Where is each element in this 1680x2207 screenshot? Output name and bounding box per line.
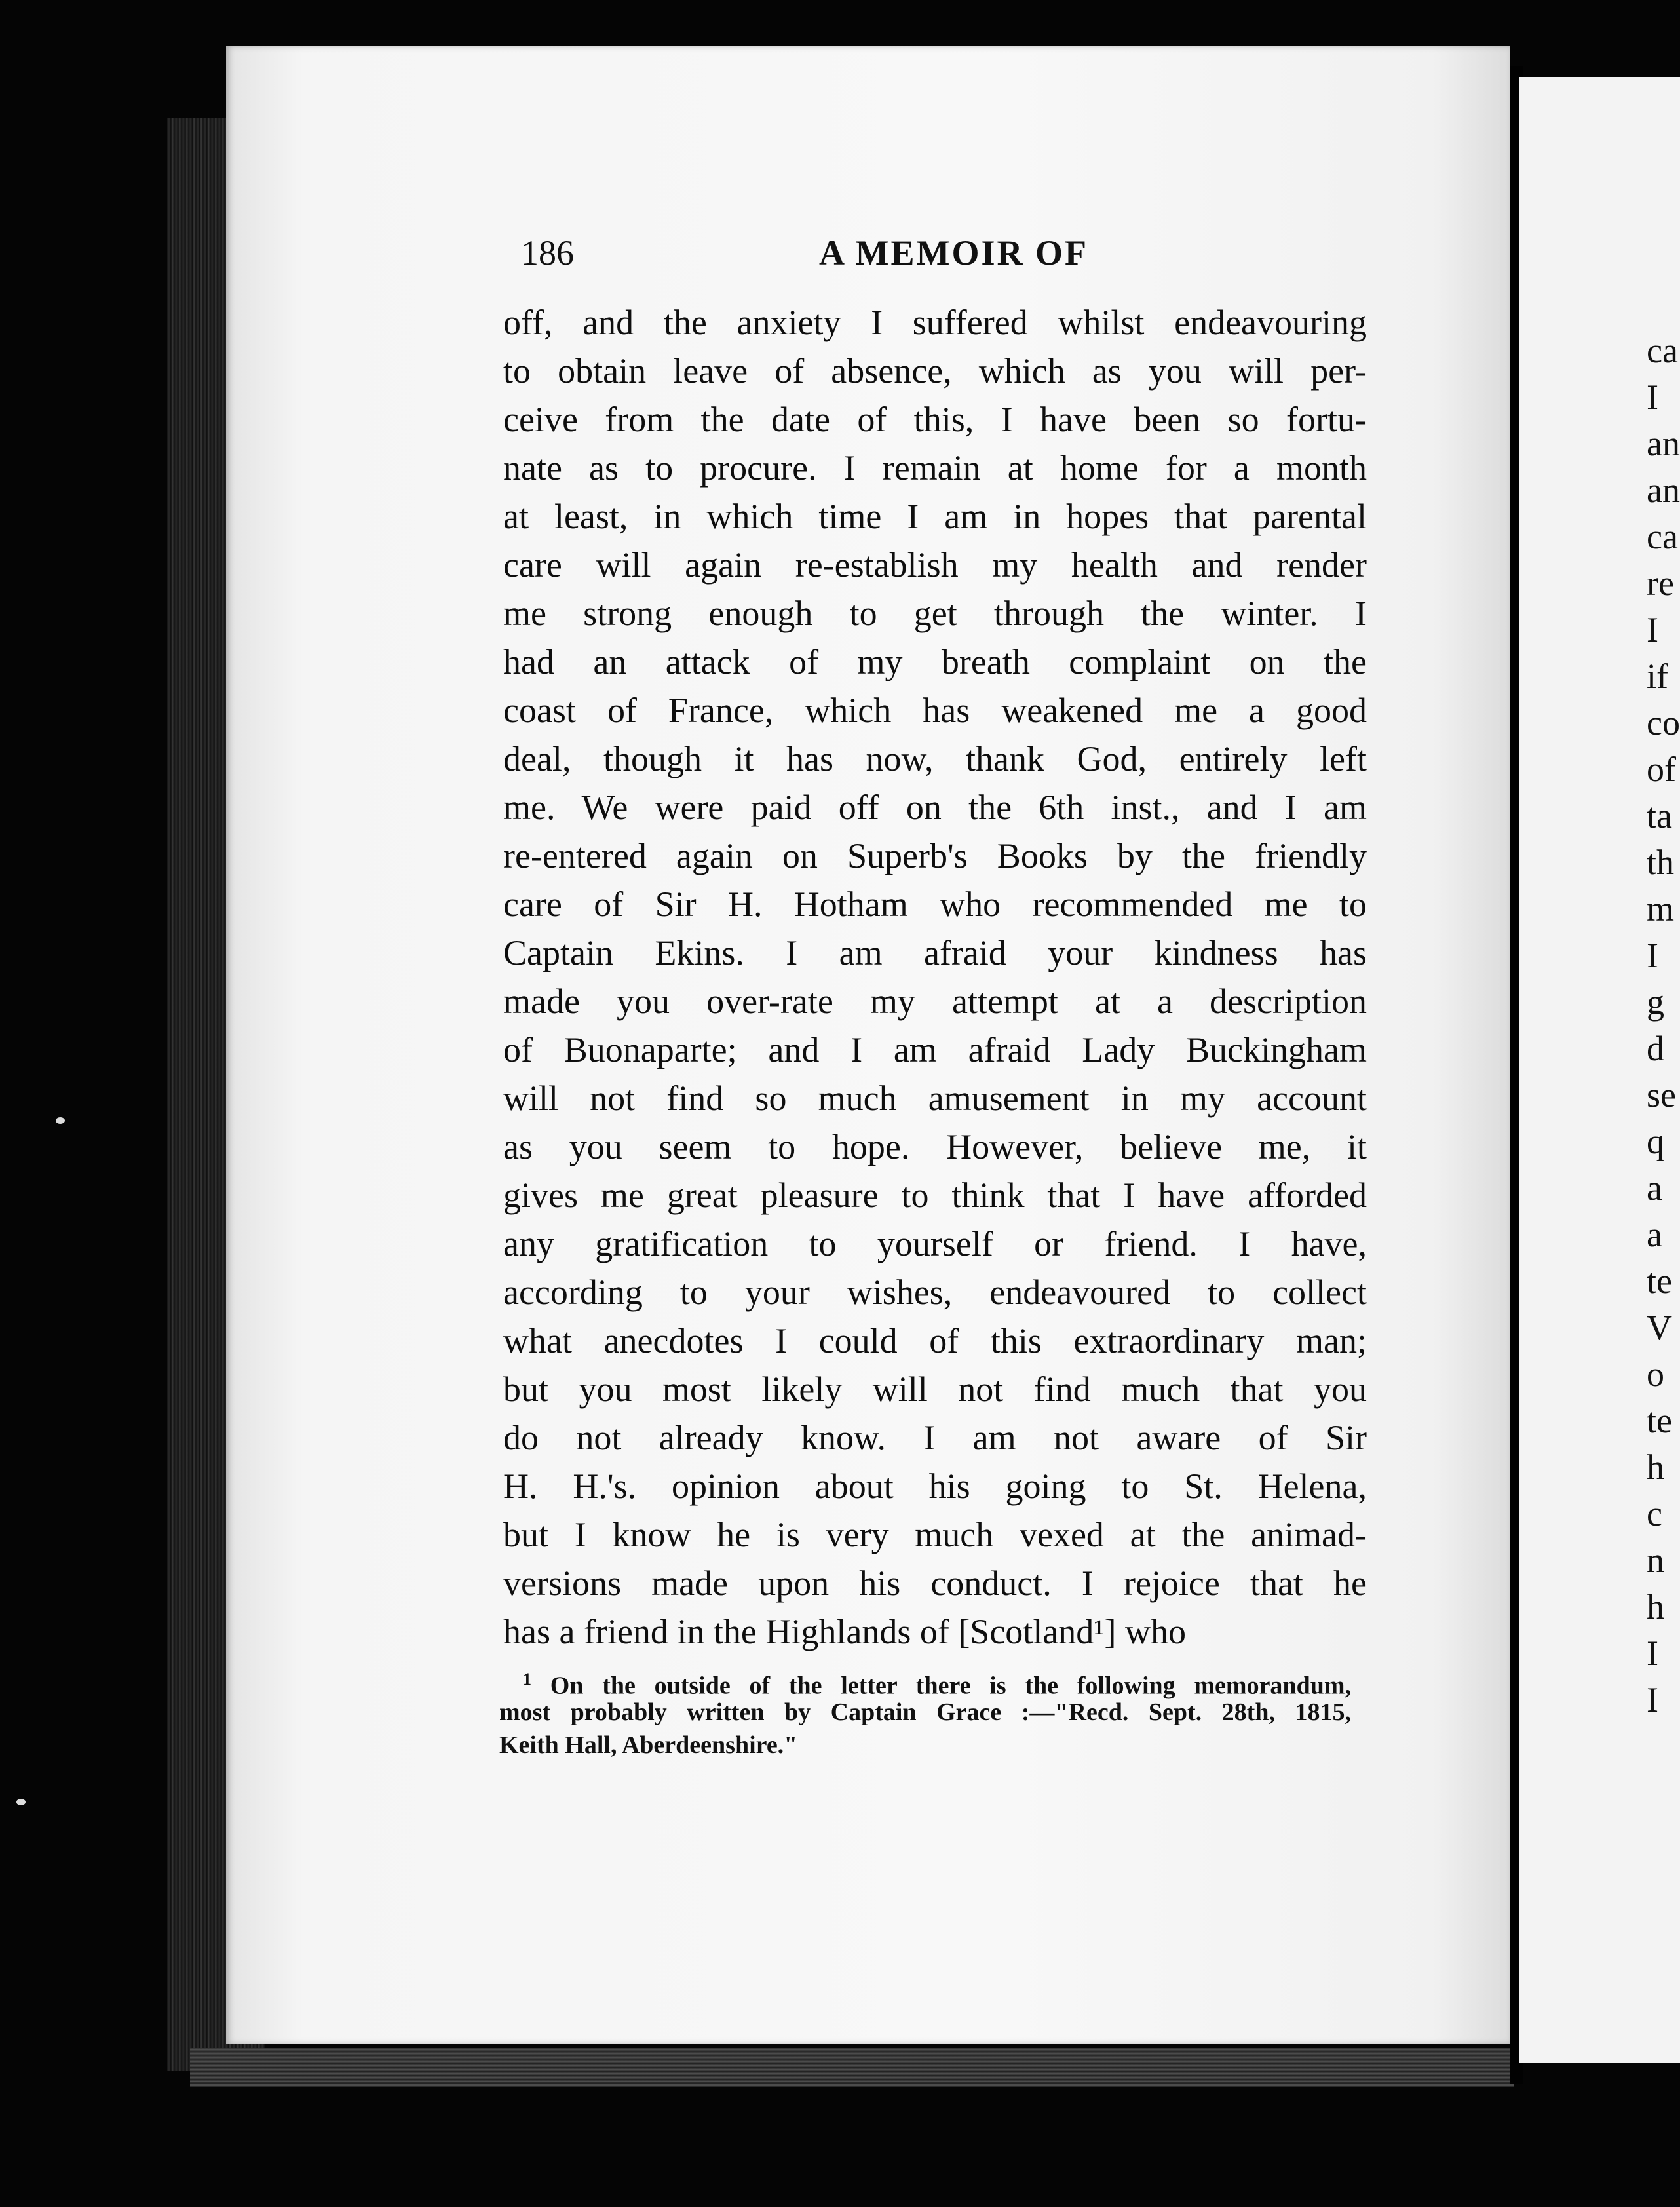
text-line: off, and the anxiety I suffered whilst endeavouring bbox=[503, 303, 1367, 342]
facing-fragment: ca bbox=[1647, 331, 1678, 370]
facing-fragment: h bbox=[1647, 1448, 1664, 1487]
text-line: will not find so much amusement in my account bbox=[503, 1079, 1367, 1118]
text-line: but I know he is very much vexed at the animad- bbox=[503, 1515, 1367, 1554]
body-text bbox=[503, 298, 1367, 1656]
facing-fragment: a bbox=[1647, 1215, 1662, 1254]
facing-fragment: g bbox=[1647, 982, 1664, 1022]
facing-fragment: V bbox=[1647, 1308, 1672, 1347]
footnote bbox=[499, 1663, 1351, 1761]
text-line: versions made upon his conduct. I rejoice that he bbox=[503, 1564, 1367, 1603]
facing-fragment: I bbox=[1647, 377, 1658, 417]
facing-fragment: an bbox=[1647, 470, 1680, 510]
facing-fragment: se bbox=[1647, 1075, 1676, 1115]
facing-fragment: o bbox=[1647, 1354, 1664, 1394]
text-line: as you seem to hope. However, believe me, it bbox=[503, 1127, 1367, 1166]
facing-fragment: te bbox=[1647, 1261, 1672, 1301]
facing-fragment: d bbox=[1647, 1029, 1664, 1068]
text-line: to obtain leave of absence, which as you will per- bbox=[503, 351, 1367, 391]
facing-fragment: te bbox=[1647, 1401, 1672, 1440]
facing-fragment: q bbox=[1647, 1122, 1664, 1161]
facing-fragment: co bbox=[1647, 703, 1680, 742]
facing-fragment: an bbox=[1647, 424, 1680, 463]
facing-fragment: ta bbox=[1647, 796, 1672, 835]
facing-fragment: re bbox=[1647, 564, 1674, 603]
text-line: made you over-rate my attempt at a description bbox=[503, 982, 1367, 1021]
text-line: but you most likely will not find much that you bbox=[503, 1370, 1367, 1409]
footnote-line bbox=[499, 1663, 1351, 1700]
scan-speck bbox=[56, 1117, 65, 1124]
text-line: care of Sir H. Hotham who recommended me to bbox=[503, 885, 1367, 924]
footnote-line: most probably written by Captain Grace :—"Recd. Sept. 28th, 1815, bbox=[499, 1698, 1351, 1726]
facing-fragment: I bbox=[1647, 1634, 1658, 1673]
text-line: has a friend in the Highlands of [Scotland¹] who bbox=[503, 1612, 1186, 1651]
text-line: had an attack of my breath complaint on the bbox=[503, 642, 1367, 681]
text-line: at least, in which time I am in hopes that parental bbox=[503, 497, 1367, 536]
facing-fragment: n bbox=[1647, 1541, 1664, 1580]
page-edges-bottom bbox=[190, 2048, 1514, 2087]
facing-fragment: I bbox=[1647, 936, 1658, 975]
text-line: H. H.'s. opinion about his going to St. Helena, bbox=[503, 1467, 1367, 1506]
text-line: Captain Ekins. I am afraid your kindness has bbox=[503, 933, 1367, 972]
facing-fragment: I bbox=[1647, 610, 1658, 649]
text-line: coast of France, which has weakened me a good bbox=[503, 691, 1367, 730]
text-line: do not already know. I am not aware of Sir bbox=[503, 1418, 1367, 1457]
text-line: care will again re-establish my health and render bbox=[503, 545, 1367, 585]
text-line: any gratification to yourself or friend. I have, bbox=[503, 1224, 1367, 1263]
page-number: 186 bbox=[521, 233, 574, 273]
text-line: me. We were paid off on the 6th inst., and I am bbox=[503, 788, 1367, 827]
scan-speck bbox=[16, 1799, 26, 1805]
text-line: what anecdotes I could of this extraordinary man; bbox=[503, 1321, 1367, 1360]
facing-fragment: h bbox=[1647, 1587, 1664, 1626]
facing-fragment: m bbox=[1647, 889, 1675, 929]
facing-fragment: a bbox=[1647, 1168, 1662, 1208]
facing-fragment: ca bbox=[1647, 517, 1678, 556]
text-line: me strong enough to get through the winter. I bbox=[503, 594, 1367, 633]
facing-fragment: I bbox=[1647, 1680, 1658, 1719]
footnote-marker: 1 bbox=[523, 1670, 531, 1689]
footnote-line: Keith Hall, Aberdeenshire." bbox=[499, 1731, 798, 1759]
facing-fragment: c bbox=[1647, 1494, 1662, 1533]
text-line: of Buonaparte; and I am afraid Lady Buckingham bbox=[503, 1030, 1367, 1069]
text-line: deal, though it has now, thank God, entirely left bbox=[503, 739, 1367, 778]
text-line: re-entered again on Superb's Books by the friendly bbox=[503, 836, 1367, 875]
text-line: according to your wishes, endeavoured to collect bbox=[503, 1273, 1367, 1312]
text-line: gives me great pleasure to think that I have afforded bbox=[503, 1176, 1367, 1215]
running-head bbox=[521, 233, 1680, 278]
footnote-text: On the outside of the letter there is the following memorandum, bbox=[550, 1672, 1351, 1700]
text-line: ceive from the date of this, I have been so fortu- bbox=[503, 400, 1367, 439]
facing-page-text bbox=[1647, 328, 1680, 1723]
text-line: nate as to procure. I remain at home for a month bbox=[503, 448, 1367, 488]
facing-fragment: th bbox=[1647, 843, 1675, 882]
header-title: A MEMOIR OF bbox=[819, 233, 1088, 273]
facing-fragment: of bbox=[1647, 750, 1676, 789]
facing-fragment: if bbox=[1647, 657, 1668, 696]
